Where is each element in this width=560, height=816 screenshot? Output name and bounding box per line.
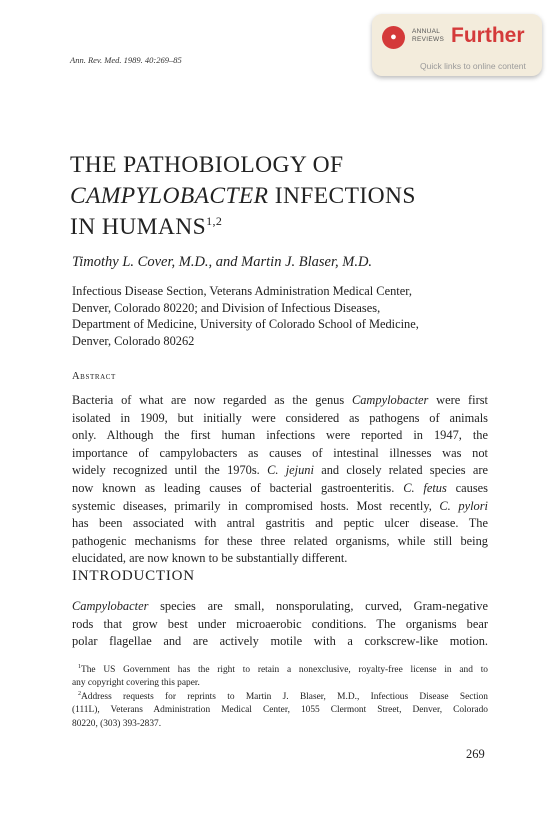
- title-footnote-refs[interactable]: 1,2: [206, 214, 223, 229]
- abstract-line: isolated in 1909, but initially were considered as pathogens of animals: [72, 410, 488, 425]
- footnote-2-mark: 2: [78, 690, 81, 697]
- abstract-line: pathogenic mechanisms for these three related organisms, while still being: [72, 533, 488, 548]
- abstract-text: [72, 392, 488, 568]
- title-genus: CAMPYLOBACTER: [70, 183, 269, 209]
- author-affiliation: [72, 283, 502, 349]
- intro-line: rods that grow best under microaerobic conditions. The organisms bear: [72, 616, 488, 631]
- affiliation-line: Denver, Colorado 80262: [72, 333, 195, 348]
- intro-line: Campylobacter species are small, nonsporulating, curved, Gram-negative: [72, 599, 488, 613]
- affiliation-line: Denver, Colorado 80220; and Division of Infectious Diseases,: [72, 300, 381, 315]
- title-line-3: IN HUMANS: [70, 214, 207, 240]
- introduction-text: [72, 598, 488, 651]
- journal-citation: Ann. Rev. Med. 1989. 40:269–85: [70, 55, 182, 65]
- page-number: 269: [466, 747, 485, 761]
- abstract-line: Bacteria of what are now regarded as the genus Campylobacter were first: [72, 393, 488, 407]
- abstract-line: widely recognized until the 1970s. C. jejuni and closely related species are: [72, 463, 488, 478]
- footnote-2-line: 80220, (303) 393-2837.: [72, 718, 162, 729]
- footnotes: [72, 664, 488, 731]
- affiliation-line: Infectious Disease Section, Veterans Administration Medical Center,: [72, 284, 412, 298]
- abstract-line: has been associated with antral gastritis and peptic ulcer disease. The: [72, 516, 488, 531]
- abstract-line: only. Although the first human infections were reported in 1947, the: [72, 428, 488, 443]
- article-title: [70, 150, 510, 243]
- author-list: Timothy L. Cover, M.D., and Martin J. Blaser, M.D.: [72, 254, 373, 270]
- further-links-badge[interactable]: [372, 14, 542, 76]
- footnote-1-line: $^1$The US Government has the right to retain a nonexclusive, royalty-free license in and to: [78, 664, 488, 675]
- title-line-2-rest: INFECTIONS: [268, 183, 416, 209]
- abstract-line: importance of campylobacters as causes of intestinal illnesses was not: [72, 445, 488, 460]
- abstract-heading: Abstract: [72, 371, 116, 382]
- badge-series-name: ANNUAL REVIEWS: [412, 28, 445, 43]
- footnote-1-mark: 1: [78, 664, 81, 670]
- abstract-line: elucidated, are now known to be substantially different.: [72, 551, 348, 566]
- affiliation-line: Department of Medicine, University of Colorado School of Medicine,: [72, 317, 419, 331]
- introduction-heading: INTRODUCTION: [72, 568, 195, 584]
- abstract-line: systemic diseases, primarily in compromised hosts. Most recently, C. pylori: [72, 498, 488, 513]
- abstract-line: now known as leading causes of bacterial gastroenteritis. C. fetus causes: [72, 480, 488, 495]
- annual-reviews-logo-icon: ●: [382, 26, 405, 49]
- badge-subtitle: Quick links to online content: [420, 61, 526, 71]
- badge-title: Further: [451, 24, 525, 47]
- footnote-2-line: (111L), Veterans Administration Medical Center, 1055 Clermont Street, Denver, Colorado: [72, 705, 488, 716]
- title-line-1: THE PATHOBIOLOGY OF: [70, 152, 344, 178]
- footnote-1-line: any copyright covering this paper.: [72, 678, 200, 689]
- intro-line: polar flagellae and are actively motile with a corkscrew-like motion.: [72, 634, 488, 649]
- footnote-2-line: $^2$Address requests for reprints to Martin J. Blaser, M.D., Infectious Disease Section: [78, 690, 488, 702]
